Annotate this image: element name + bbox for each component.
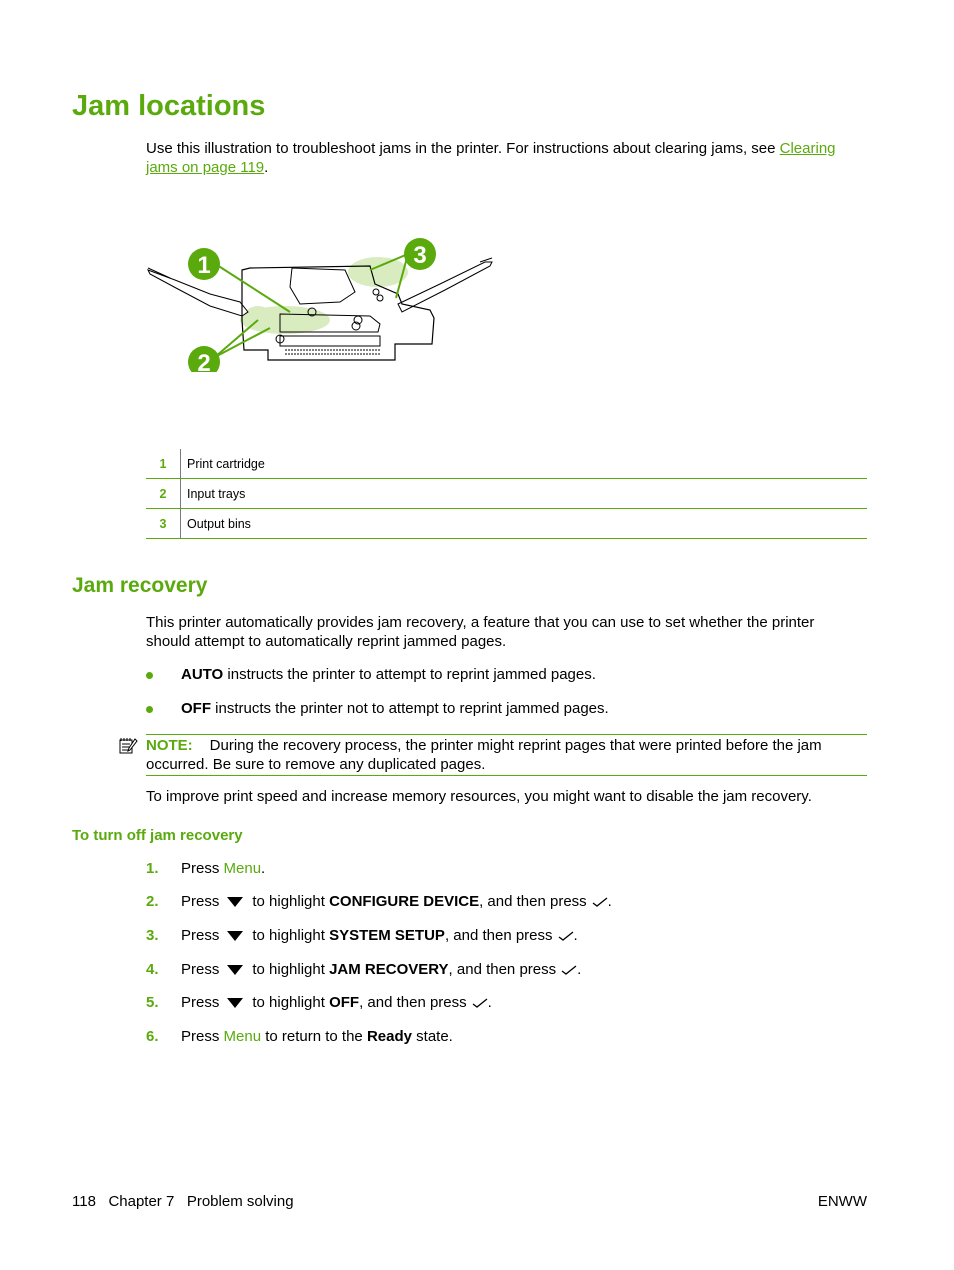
step-number: 3.: [146, 927, 159, 944]
note-line-1: During the recovery process, the printer might reprint pages that were printed before the jam: [209, 737, 822, 754]
note-box: [146, 734, 867, 776]
step-mid: to highlight: [252, 961, 330, 978]
step-number: 5.: [146, 994, 159, 1011]
jam-area-input: [244, 306, 272, 328]
step-number: 6.: [146, 1028, 159, 1045]
step-menu-item: SYSTEM SETUP: [329, 927, 445, 944]
step-number: 4.: [146, 961, 159, 978]
legend-number: 3: [146, 509, 181, 539]
intro-end: .: [264, 159, 269, 176]
step-press: Press: [181, 1028, 224, 1045]
footer-section: Problem solving: [186, 1193, 294, 1210]
callout-legend-table: [146, 449, 867, 539]
step-press: Press: [181, 961, 220, 978]
note-line-2: occurred. Be sure to remove any duplicated pages.: [146, 756, 486, 773]
table-row: [146, 509, 867, 539]
down-triangle-icon: [227, 965, 243, 975]
checkmark-icon: [592, 896, 608, 908]
legend-number: 2: [146, 479, 181, 509]
checkmark-icon: [558, 930, 574, 942]
step-menu-item: CONFIGURE DEVICE: [329, 893, 480, 910]
step-end: .: [487, 994, 492, 1011]
step-after: , and then press: [448, 961, 557, 978]
recovery-paragraph: [146, 613, 868, 651]
page-title: Jam locations: [72, 90, 266, 122]
printer-jam-illustration: [140, 232, 500, 372]
step-menu-item: OFF: [329, 994, 360, 1011]
bullet-dot-icon: [146, 672, 153, 679]
step-press: Press: [181, 860, 224, 877]
step-state: Ready: [366, 1028, 412, 1045]
step-after: , and then press: [359, 994, 467, 1011]
step-number: 1.: [146, 860, 159, 877]
bullet-text: instructs the printer not to attempt to reprint jammed pages.: [211, 700, 609, 717]
jam-area-output: [348, 257, 408, 287]
callout-1-label: 1: [197, 252, 211, 279]
step-press: Press: [181, 994, 220, 1011]
intro-text: Use this illustration to troubleshoot jams in the printer. For instructions about clearing jams, see: [146, 140, 780, 157]
recovery-line-2: should attempt to automatically reprint jammed pages.: [146, 633, 507, 650]
table-row: [146, 449, 867, 479]
page-footer-right: ENWW: [817, 1193, 867, 1210]
legend-label: Input trays: [187, 486, 246, 501]
clearing-jams-link-cont[interactable]: jams on page 119: [146, 159, 265, 176]
step-press: Press: [181, 893, 220, 910]
step-end: .: [577, 961, 582, 978]
menu-button-label: Menu: [223, 1028, 262, 1045]
checkmark-icon: [472, 997, 488, 1009]
clearing-jams-link[interactable]: Clearing: [779, 140, 836, 157]
step-after: , and then press: [479, 893, 587, 910]
bullet-keyword: OFF: [181, 700, 211, 717]
step-number: 2.: [146, 893, 159, 910]
step-menu-item: JAM RECOVERY: [329, 961, 449, 978]
step-mid: to return to the: [261, 1028, 367, 1045]
procedure-heading: To turn off jam recovery: [72, 827, 243, 844]
footer-chapter: Chapter 7: [108, 1193, 175, 1210]
legend-number: 1: [146, 449, 181, 479]
menu-button-label: Menu: [223, 860, 262, 877]
bullet-text: instructs the printer to attempt to reprint jammed pages.: [223, 666, 596, 683]
down-triangle-icon: [227, 897, 243, 907]
step-mid: to highlight: [252, 927, 330, 944]
step-mid: to highlight: [252, 994, 330, 1011]
down-triangle-icon: [227, 931, 243, 941]
step-after: , and then press: [444, 927, 553, 944]
page-footer-left: [72, 1193, 294, 1210]
step-mid: to highlight: [252, 893, 330, 910]
note-label: NOTE:: [146, 737, 193, 754]
callout-3-label: 3: [413, 242, 427, 269]
step-end: .: [607, 893, 612, 910]
bullet-keyword: AUTO: [181, 666, 224, 683]
step-press: Press: [181, 927, 220, 944]
step-end: .: [573, 927, 578, 944]
recovery-line-1: This printer automatically provides jam recovery, a feature that you can use to set whether the printer: [146, 614, 815, 631]
callout-2-label: 2: [197, 350, 211, 372]
section-heading-jam-recovery: Jam recovery: [72, 574, 208, 597]
bullet-dot-icon: [146, 706, 153, 713]
checkmark-icon: [561, 964, 577, 976]
step-after: state.: [411, 1028, 453, 1045]
table-row: [146, 479, 867, 509]
page-number: 118: [72, 1193, 96, 1210]
down-triangle-icon: [227, 998, 243, 1008]
note-pad-icon: [118, 737, 138, 755]
legend-label: Print cartridge: [187, 456, 265, 471]
step-end: .: [261, 860, 266, 877]
legend-label: Output bins: [187, 516, 251, 531]
speed-paragraph: To improve print speed and increase memory resources, you might want to disable the jam recovery.: [146, 788, 812, 805]
intro-paragraph: [146, 139, 868, 177]
